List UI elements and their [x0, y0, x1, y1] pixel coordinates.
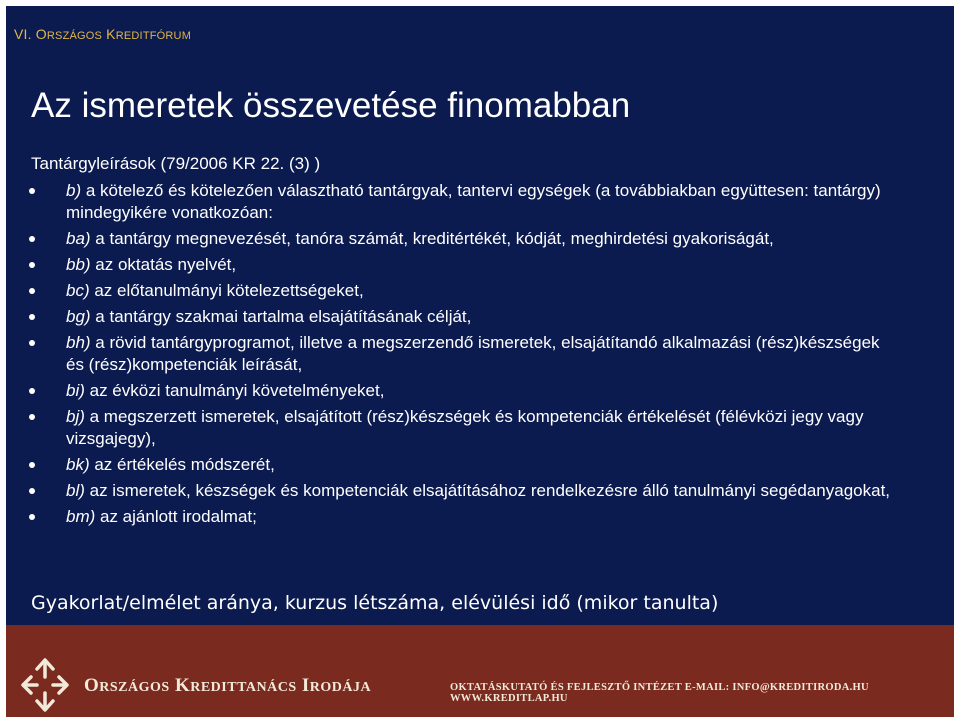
list-item [22, 380, 902, 402]
intro-line: Tantárgyleírások (79/2006 KR 22. (3) ) [31, 154, 321, 173]
directional-arrows-logo-icon [20, 656, 70, 714]
header-prefix: VI. O [14, 26, 47, 42]
bullet-icon [29, 314, 35, 320]
bullet-icon [29, 262, 35, 268]
org-initial-o: O [84, 675, 100, 696]
summary-line: Gyakorlat/elmélet aránya, kurzus létszáma, elévülési idő (mikor tanulta) [31, 592, 719, 614]
organization-name [84, 675, 371, 697]
item-code: bj) [66, 407, 85, 426]
item-text: az értékelés módszerét, [89, 455, 275, 474]
item-code: bm) [66, 507, 96, 526]
event-header [14, 26, 191, 42]
header-word1-rest: RSZÁGOS [46, 30, 103, 42]
list-item [22, 228, 902, 250]
list-item [22, 254, 902, 276]
bullet-icon [29, 188, 35, 194]
slide-title: Az ismeretek összevetése finomabban [31, 86, 631, 125]
org-word3: RODÁJA [309, 680, 372, 695]
bullet-icon [29, 288, 35, 294]
org-word2: REDITTANÁCS [190, 680, 297, 695]
bullet-icon [29, 340, 35, 346]
header-word2-first: K [102, 26, 116, 42]
item-code: bb) [66, 255, 91, 274]
list-item [22, 332, 902, 376]
org-word1: RSZÁGOS [99, 680, 170, 695]
list-item [22, 480, 902, 502]
bullet-icon [29, 236, 35, 242]
header-word2-rest: REDITFÓRUM [115, 30, 192, 42]
bullet-icon [29, 462, 35, 468]
bullet-icon [29, 514, 35, 520]
item-code: bc) [66, 281, 90, 300]
item-text: az évközi tanulmányi követelményeket, [84, 381, 385, 400]
item-text: az ajánlott irodalmat; [95, 507, 257, 526]
list-item [22, 454, 902, 476]
item-text: a tantárgy szakmai tartalma elsajátításának célját, [90, 307, 472, 326]
bullet-icon [29, 488, 35, 494]
list-item [22, 406, 902, 450]
list-item [22, 280, 902, 302]
item-text: a tantárgy megnevezését, tanóra számát, kreditértékét, kódját, meghirdetési gyakoriságát, [90, 229, 774, 248]
item-text: a megszerzett ismeretek, elsajátított (rész)készségek és kompetenciák értékelését (félévközi jegy vagy vizsgajegy), [66, 407, 864, 448]
list-item [22, 506, 902, 528]
item-text: az előtanulmányi kötelezettségeket, [89, 281, 364, 300]
bullet-list [22, 180, 902, 532]
item-code: b) [66, 181, 82, 200]
item-text: az ismeretek, készségek és kompetenciák elsajátításához rendelkezésre álló tanulmányi segédanyagokat, [84, 481, 891, 500]
org-initial-k: K [169, 675, 191, 696]
item-code: bl) [66, 481, 85, 500]
list-item [22, 180, 902, 224]
item-code: bi) [66, 381, 85, 400]
item-text: a kötelező és kötelezően választható tantárgyak, tantervi egységek (a továbbiakban együttesen: tantárgy) mindegyikére vonatkozóan: [66, 181, 881, 222]
item-text: az oktatás nyelvét, [90, 255, 237, 274]
bullet-icon [29, 414, 35, 420]
org-initial-i: I [296, 675, 310, 696]
footer-credits: OKTATÁSKUTATÓ ÉS FEJLESZTŐ INTÉZET E-MAIL: INFO@KREDITIRODA.HU WWW.KREDITLAP.HU [450, 682, 869, 704]
item-code: ba) [66, 229, 91, 248]
item-text: a rövid tantárgyprogramot, illetve a megszerzendő ismeretek, elsajátítandó alkalmazási (rész)készségek és (rész)kompetenciák leírását, [66, 333, 880, 374]
item-code: bh) [66, 333, 91, 352]
bullet-icon [29, 388, 35, 394]
item-code: bg) [66, 307, 91, 326]
item-code: bk) [66, 455, 90, 474]
list-item [22, 306, 902, 328]
